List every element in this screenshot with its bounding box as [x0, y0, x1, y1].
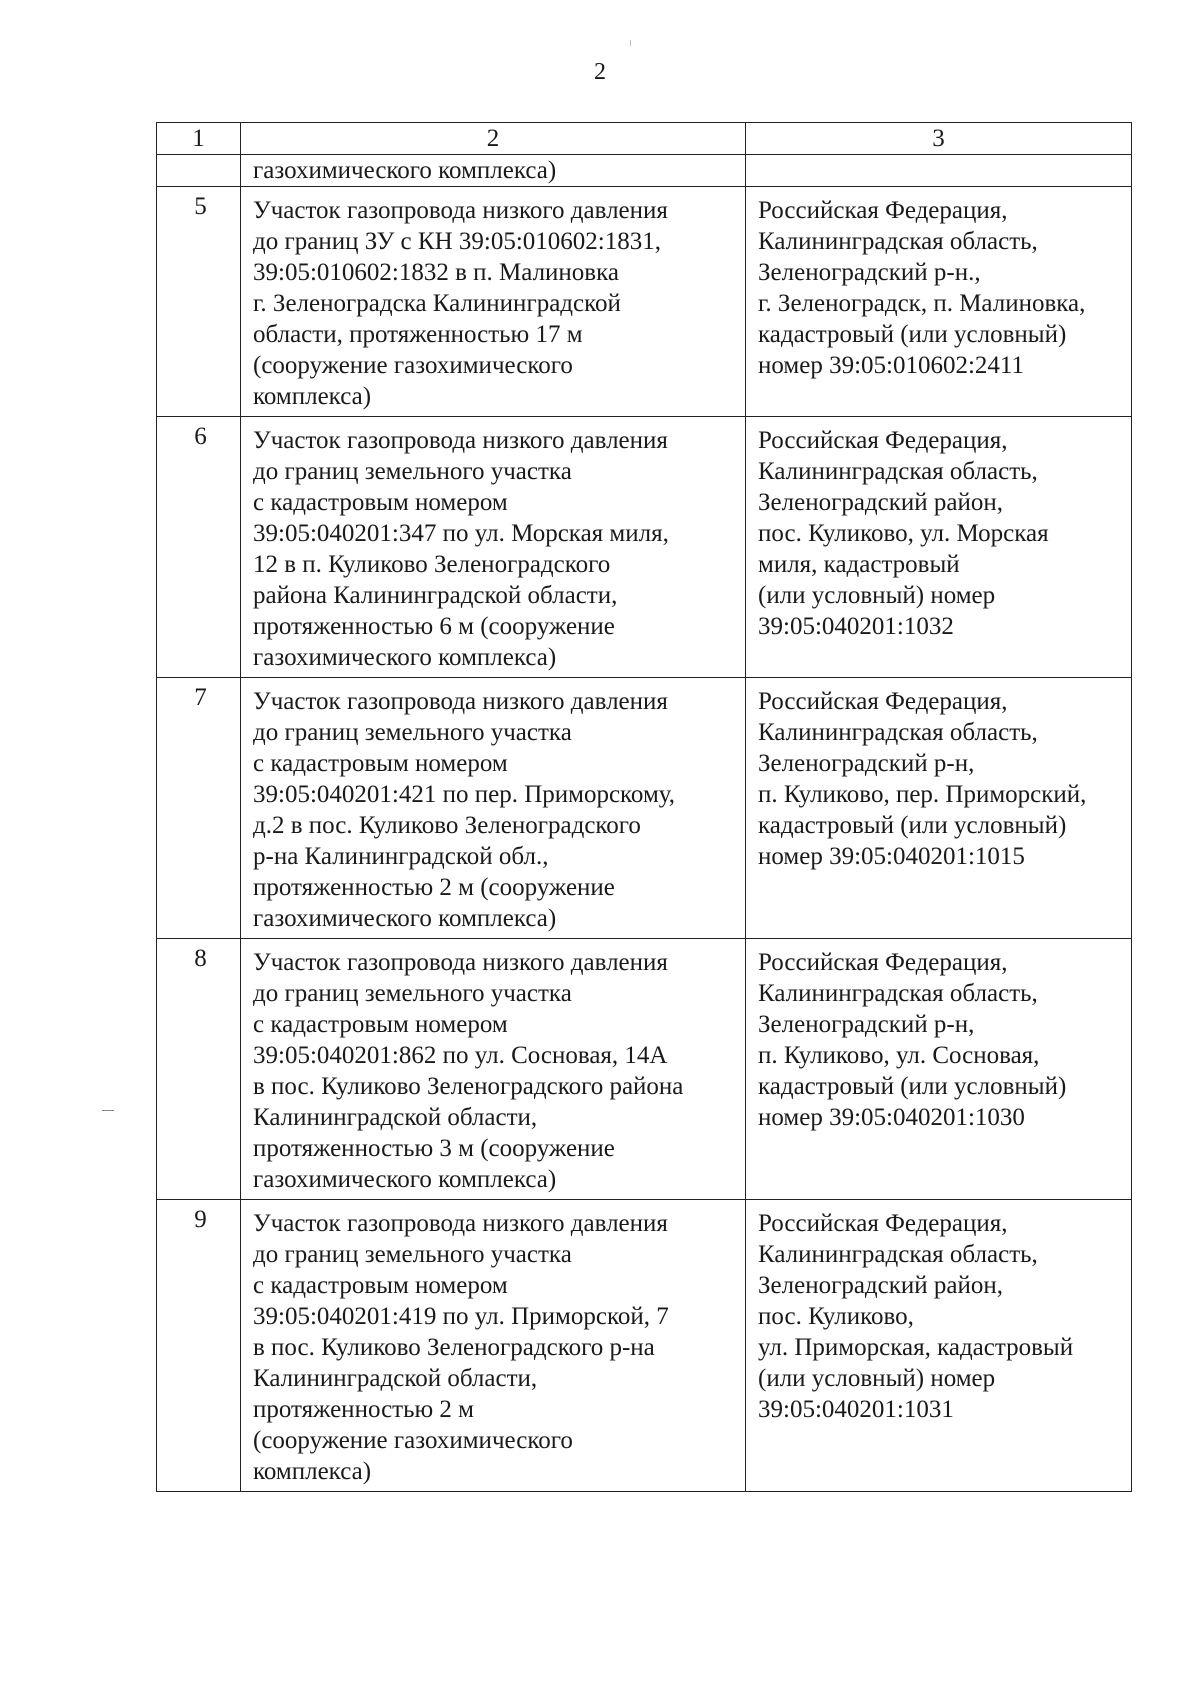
text-line: 39:05:040201:1032 — [758, 613, 954, 640]
text-line: р-на Калининградской обл., — [253, 843, 549, 870]
text-line: газохимического комплекса) — [253, 644, 557, 671]
table-header-row — [157, 123, 1132, 155]
text-line: ул. Приморская, кадастровый — [758, 1334, 1074, 1361]
header-cell-1: 1 — [157, 123, 241, 155]
object-description-cell — [241, 678, 746, 939]
text-line: кадастровый (или условный) — [758, 1073, 1067, 1100]
text-line: кадастровый (или условный) — [758, 812, 1067, 839]
text-line: пос. Куликово, ул. Морская — [758, 520, 1049, 547]
page-number: 2 — [594, 59, 606, 85]
text-line: Зеленоградский район, — [758, 489, 1003, 516]
text-line: до границ земельного участка — [253, 719, 572, 746]
text-line: протяженностью 2 м (сооружение — [253, 874, 615, 901]
text-line: до границ земельного участка — [253, 980, 572, 1007]
header-cell-2: 2 — [241, 123, 746, 155]
row-number: 6 — [157, 417, 241, 678]
location-cell — [746, 417, 1132, 678]
text-line: газохимического комплекса) — [253, 157, 557, 184]
text-line: Калининградская область, — [758, 1241, 1038, 1268]
text-line: г. Зеленоградск, п. Малиновка, — [758, 290, 1086, 317]
text-line: 39:05:010602:1832 в п. Малиновка — [253, 259, 619, 286]
text-line: района Калининградской области, — [253, 582, 618, 609]
location-cell — [746, 678, 1132, 939]
text-line: Участок газопровода низкого давления — [253, 688, 668, 715]
row-number: 5 — [157, 187, 241, 417]
location-cell — [746, 155, 1132, 187]
text-line: номер 39:05:040201:1030 — [758, 1104, 1025, 1131]
text-line: с кадастровым номером — [253, 750, 508, 777]
location-cell — [746, 187, 1132, 417]
text-line: п. Куликово, пер. Приморский, — [758, 781, 1087, 808]
text-line: Российская Федерация, — [758, 688, 1008, 715]
text-line: Российская Федерация, — [758, 1210, 1008, 1237]
text-line: с кадастровым номером — [253, 1272, 508, 1299]
text-line: (или условный) номер — [758, 1365, 996, 1392]
text-line: протяженностью 2 м — [253, 1396, 474, 1423]
text-line: Российская Федерация, — [758, 197, 1008, 224]
text-line: пос. Куликово, — [758, 1303, 914, 1330]
text-line: г. Зеленоградска Калининградской — [253, 290, 621, 317]
text-line: газохимического комплекса) — [253, 905, 557, 932]
text-line: 39:05:040201:421 по пер. Приморскому, — [253, 781, 676, 808]
text-line: до границ земельного участка — [253, 458, 572, 485]
text-line: Участок газопровода низкого давления — [253, 427, 668, 454]
table-row — [157, 1200, 1132, 1492]
text-line: в пос. Куликово Зеленоградского р-на — [253, 1334, 655, 1361]
table-row — [157, 187, 1132, 417]
text-line: 39:05:040201:1031 — [758, 1396, 954, 1423]
text-line: 39:05:040201:419 по ул. Приморской, 7 — [253, 1303, 669, 1330]
text-line: Калининградской области, — [253, 1365, 538, 1392]
object-description-cell — [241, 187, 746, 417]
text-line: в пос. Куликово Зеленоградского района — [253, 1073, 684, 1100]
text-line: с кадастровым номером — [253, 489, 508, 516]
scan-mark — [630, 40, 631, 46]
text-line: Зеленоградский р-н, — [758, 750, 975, 777]
table-row — [157, 939, 1132, 1200]
row-number: 9 — [157, 1200, 241, 1492]
row-number: 8 — [157, 939, 241, 1200]
continuation-row — [157, 155, 1132, 187]
row-number — [157, 155, 241, 187]
text-line: Участок газопровода низкого давления — [253, 1210, 668, 1237]
text-line: области, протяженностью 17 м — [253, 321, 583, 348]
text-line: Калининградская область, — [758, 719, 1038, 746]
header-cell-3: 3 — [746, 123, 1132, 155]
object-description-cell — [241, 1200, 746, 1492]
text-line: с кадастровым номером — [253, 1011, 508, 1038]
text-line: миля, кадастровый — [758, 551, 960, 578]
text-line: Калининградской области, — [253, 1104, 538, 1131]
text-line: номер 39:05:040201:1015 — [758, 843, 1025, 870]
text-line: Участок газопровода низкого давления — [253, 949, 668, 976]
table-row — [157, 678, 1132, 939]
text-line: кадастровый (или условный) — [758, 321, 1067, 348]
property-table — [156, 122, 1132, 1492]
text-line: Зеленоградский район, — [758, 1272, 1003, 1299]
object-description-cell — [241, 417, 746, 678]
text-line: (сооружение газохимического — [253, 1427, 573, 1454]
table-row — [157, 417, 1132, 678]
text-line: 39:05:040201:347 по ул. Морская миля, — [253, 520, 669, 547]
text-line: протяженностью 3 м (сооружение — [253, 1135, 615, 1162]
text-line: Калининградская область, — [758, 458, 1038, 485]
text-line: Зеленоградский р-н., — [758, 259, 981, 286]
text-line: Зеленоградский р-н, — [758, 1011, 975, 1038]
object-description-cell — [241, 939, 746, 1200]
row-number: 7 — [157, 678, 241, 939]
text-line: (сооружение газохимического — [253, 352, 573, 379]
text-line: п. Куликово, ул. Сосновая, — [758, 1042, 1040, 1069]
text-line: до границ ЗУ с КН 39:05:010602:1831, — [253, 228, 661, 255]
text-line: Российская Федерация, — [758, 949, 1008, 976]
text-line: протяженностью 6 м (сооружение — [253, 613, 615, 640]
text-line: до границ земельного участка — [253, 1241, 572, 1268]
text-line: Участок газопровода низкого давления — [253, 197, 668, 224]
text-line: газохимического комплекса) — [253, 1166, 557, 1193]
text-line: 39:05:040201:862 по ул. Сосновая, 14А — [253, 1042, 668, 1069]
text-line: Калининградская область, — [758, 228, 1038, 255]
object-description-cell — [241, 155, 746, 187]
margin-mark — [102, 1110, 114, 1111]
text-line: (или условный) номер — [758, 582, 996, 609]
text-line: 12 в п. Куликово Зеленоградского — [253, 551, 611, 578]
text-line: номер 39:05:010602:2411 — [758, 352, 1024, 379]
location-cell — [746, 1200, 1132, 1492]
text-line: д.2 в пос. Куликово Зеленоградского — [253, 812, 641, 839]
text-line: комплекса) — [253, 1458, 372, 1485]
location-cell — [746, 939, 1132, 1200]
text-line: комплекса) — [253, 383, 372, 410]
table-body — [157, 123, 1132, 1492]
text-line: Российская Федерация, — [758, 427, 1008, 454]
text-line: Калининградская область, — [758, 980, 1038, 1007]
